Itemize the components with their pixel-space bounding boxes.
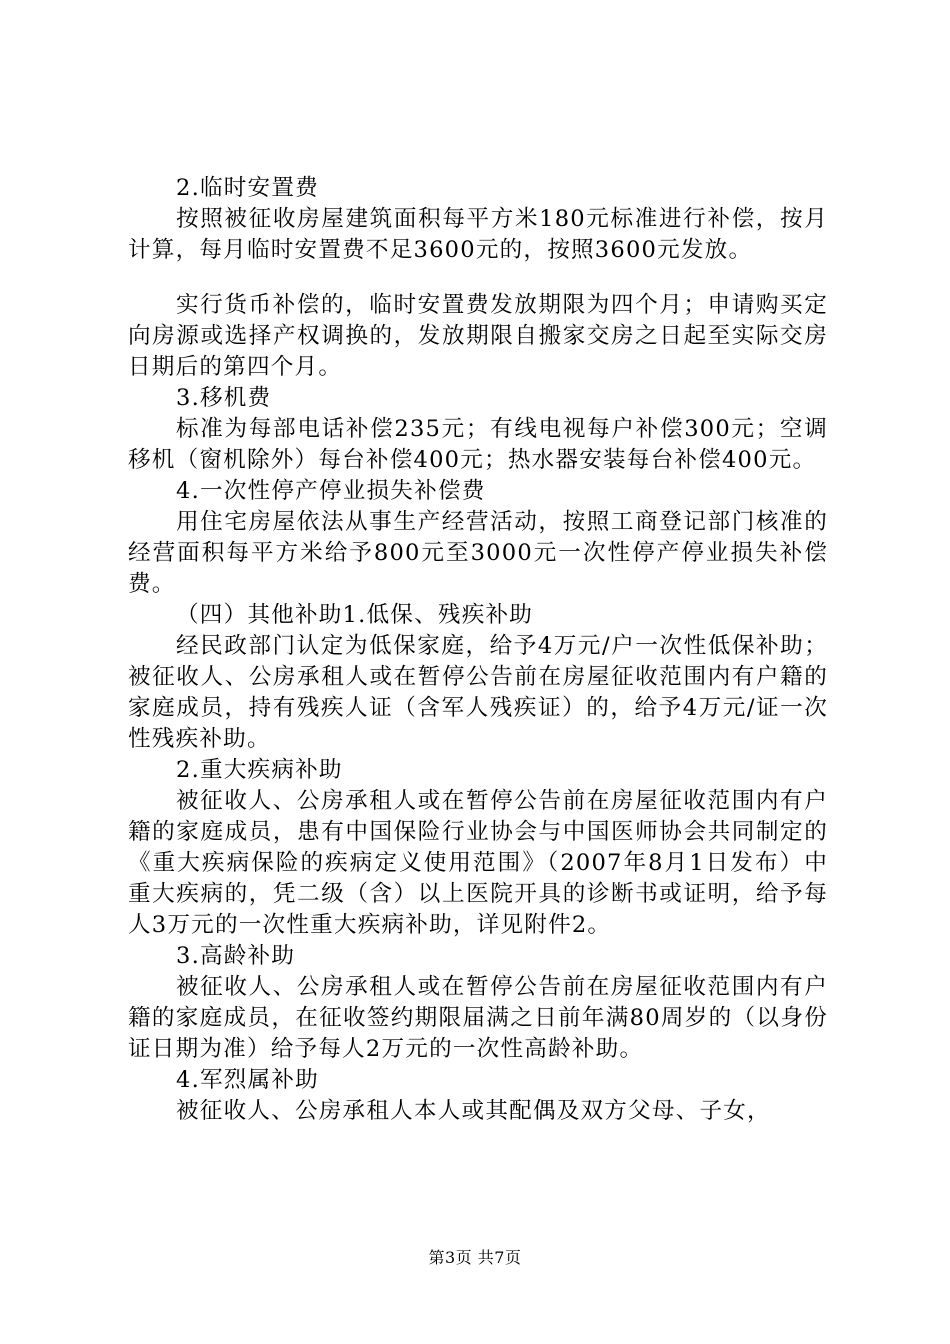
section-heading-elderly: 3.高龄补助 [176, 943, 296, 969]
paragraph: 被征收人、公房承租人或在暂停公告前在房屋征收范围内有户籍的家庭成员，在征收签约期限届满之日前年满80周岁的（以身份证日期为准）给予每人2万元的一次性高龄补助。 [128, 974, 828, 1062]
section-heading-business-loss: 4.一次性停产停业损失补偿费 [176, 478, 486, 504]
paragraph: 按照被征收房屋建筑面积每平方米180元标准进行补偿，按月计算，每月临时安置费不足3600元的，按照3600元发放。 [128, 206, 828, 263]
section-heading-other-subsidies: （四）其他补助1.低保、残疾补助 [176, 602, 534, 628]
paragraph-gap [128, 266, 828, 290]
section-heading-temporary-resettlement: 2.临时安置费 [176, 175, 319, 201]
paragraph: 被征收人、公房承租人或在暂停公告前在房屋征收范围内有户籍的家庭成员，患有中国保险行业协会与中国医师协会共同制定的《重大疾病保险的疾病定义使用范围》（2007年8月1日发布）中重大疾病的，凭二级（含）以上医院开具的诊断书或证明，给予每人3万元的一次性重大疾病补助，详见附件2。 [128, 788, 828, 938]
page-number-footer: 第3页 共7页 [428, 1248, 522, 1267]
paragraph: 标准为每部电话补偿235元；有线电视每户补偿300元；空调移机（窗机除外）每台补偿400元；热水器安装每台补偿400元。 [128, 416, 828, 473]
document-body [128, 173, 828, 1127]
section-heading-relocation-fee: 3.移机费 [176, 385, 272, 411]
paragraph: 实行货币补偿的，临时安置费发放期限为四个月；申请购买定向房源或选择产权调换的，发放期限自搬家交房之日起至实际交房日期后的第四个月。 [128, 292, 828, 380]
paragraph: 经民政部门认定为低保家庭，给予4万元/户一次性低保补助；被征收人、公房承租人或在暂停公告前在房屋征收范围内有户籍的家庭成员，持有残疾人证（含军人残疾证）的，给予4万元/证一次性残疾补助。 [128, 633, 828, 752]
section-heading-major-illness: 2.重大疾病补助 [176, 757, 343, 783]
section-heading-military-family: 4.军烈属补助 [176, 1067, 319, 1093]
paragraph: 被征收人、公房承租人本人或其配偶及双方父母、子女， [176, 1098, 771, 1124]
paragraph: 用住宅房屋依法从事生产经营活动，按照工商登记部门核准的经营面积每平方米给予800元至3000元一次性停产停业损失补偿费。 [128, 509, 828, 597]
